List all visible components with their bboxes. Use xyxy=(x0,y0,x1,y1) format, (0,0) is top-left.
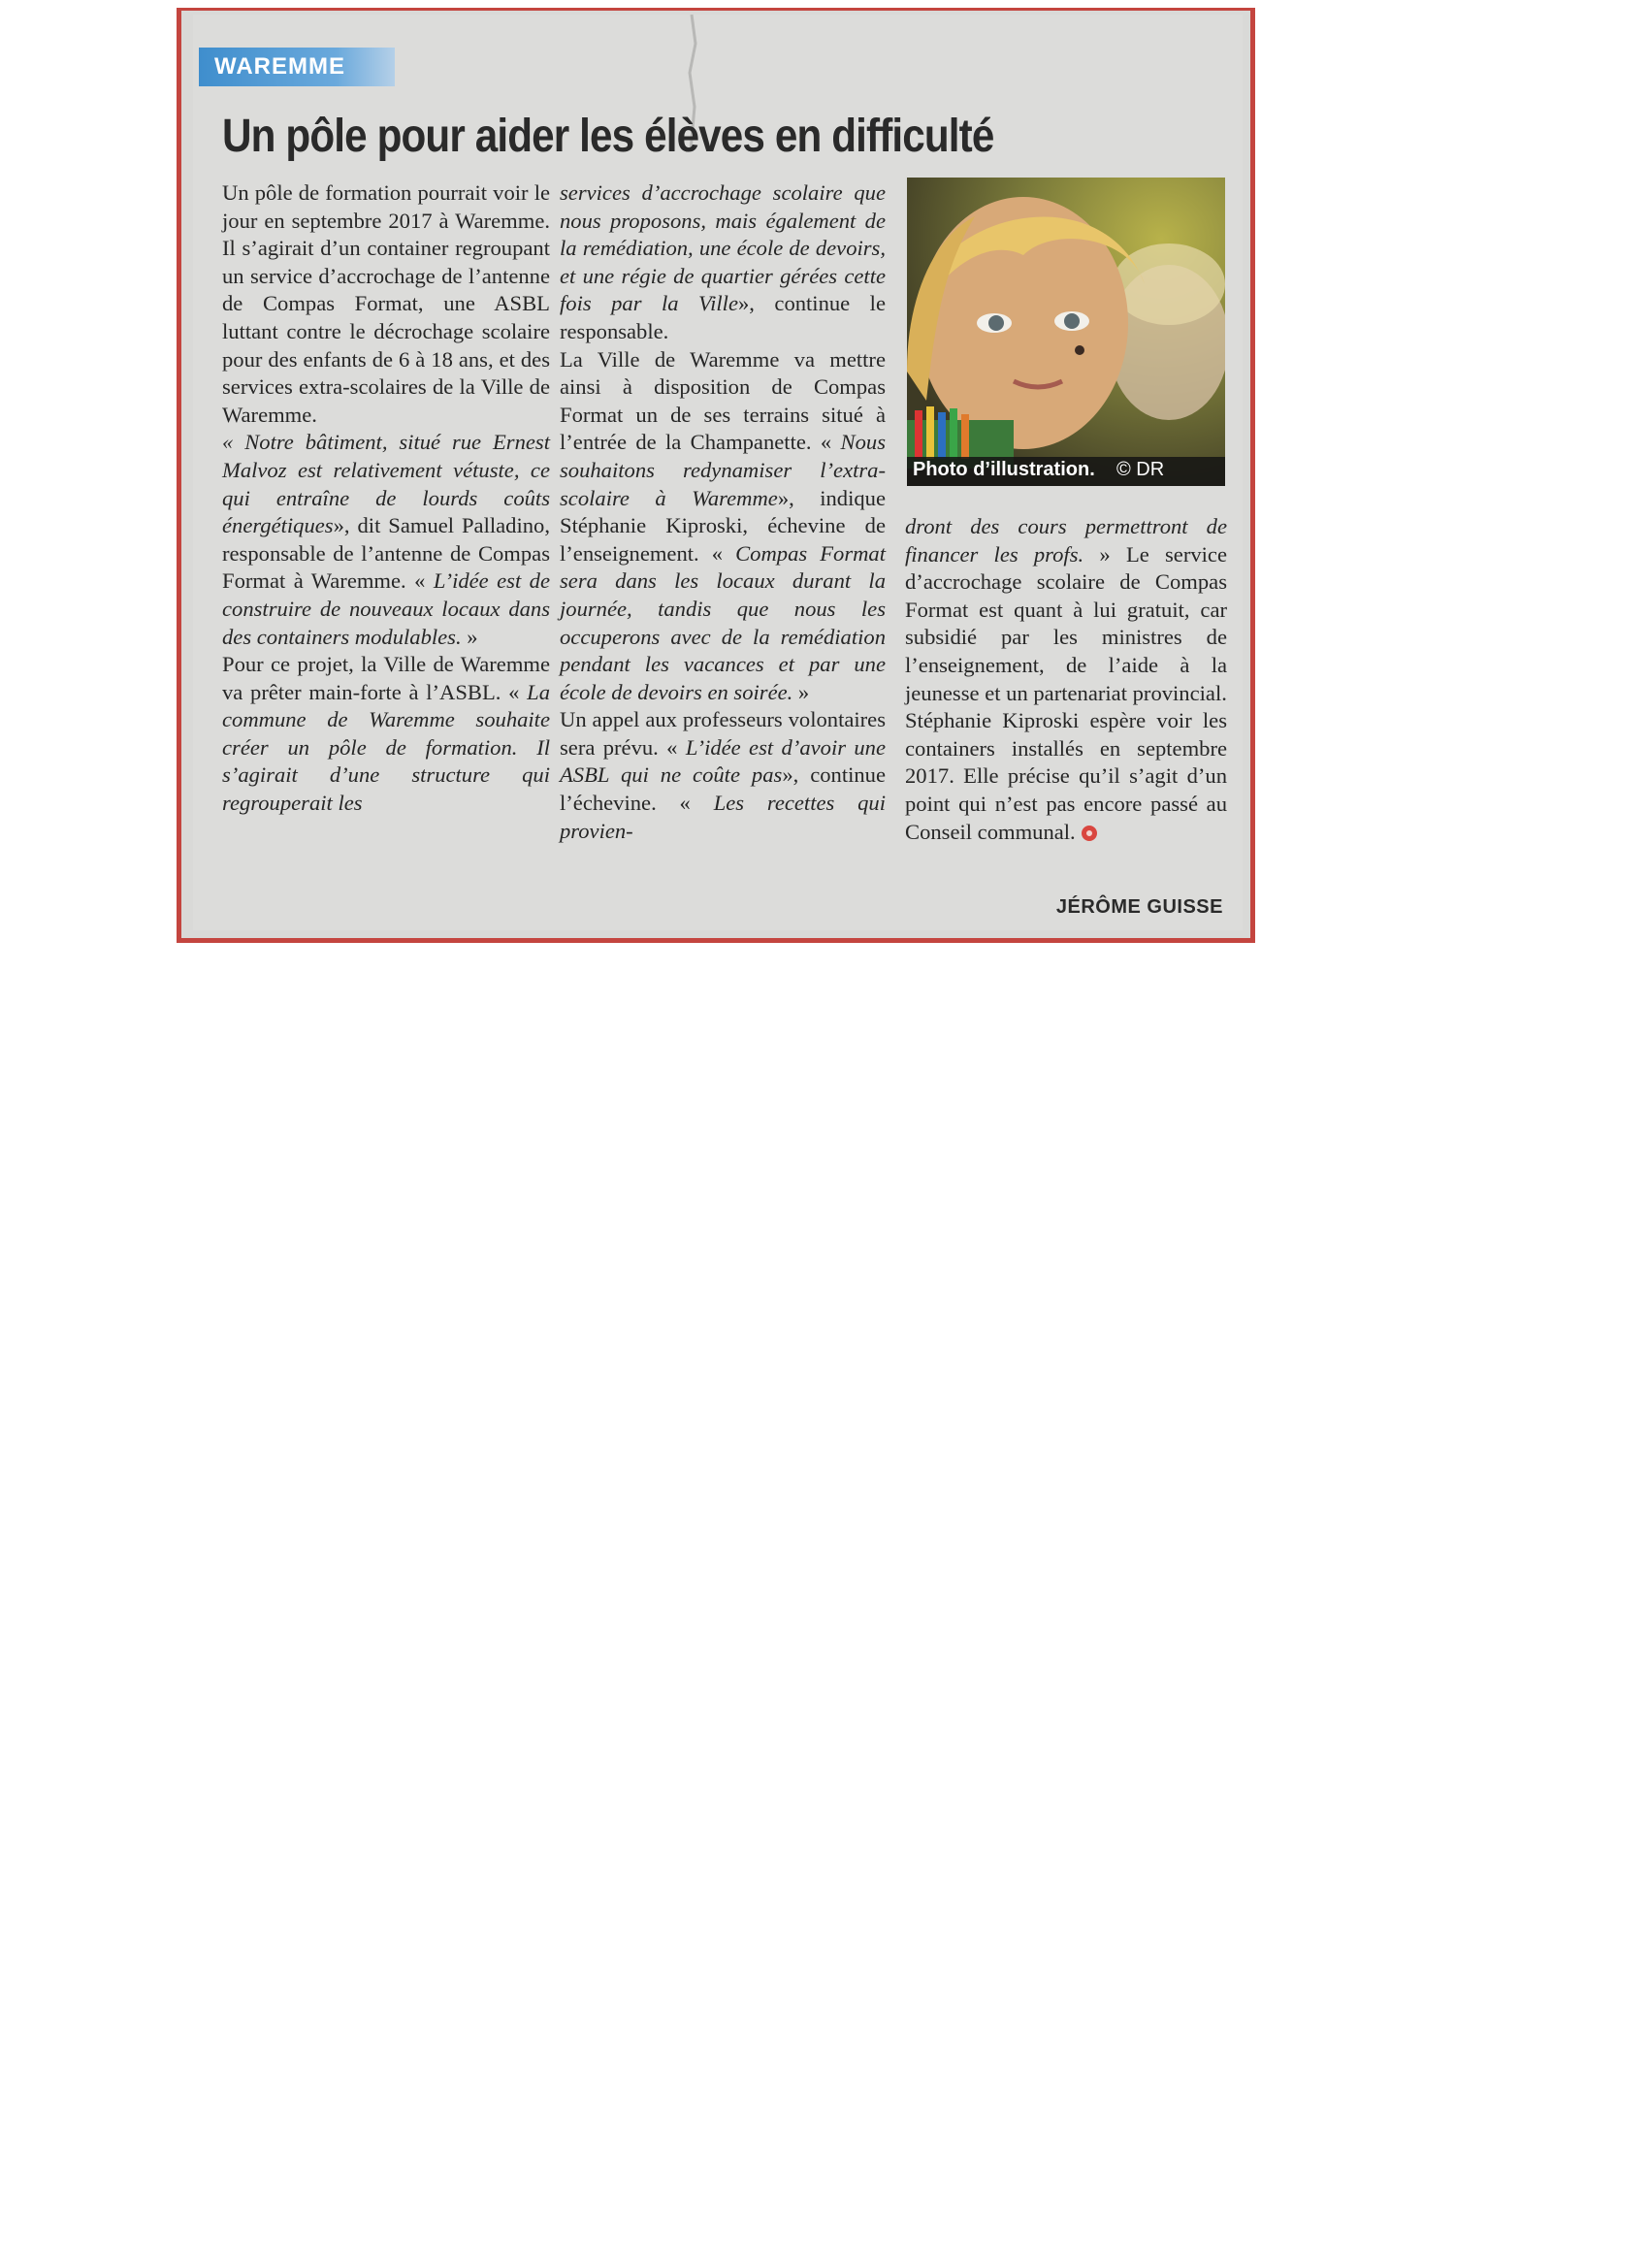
paragraph-text: » xyxy=(461,624,478,649)
paragraph-text: », indique Stéphanie Kiproski, échevine de l’enseignement. « xyxy=(560,485,886,566)
paragraph xyxy=(222,429,550,651)
rubric-label: WAREMME xyxy=(214,53,345,80)
paragraph xyxy=(560,346,886,707)
article-photo xyxy=(907,178,1225,486)
paragraph xyxy=(905,513,1227,707)
paragraph xyxy=(905,707,1227,846)
quote-text: L’idée est de construire de nouveaux locaux dans des containers modulables. xyxy=(222,568,550,649)
paragraph-text: » xyxy=(792,679,810,704)
article-column-3 xyxy=(905,513,1227,846)
quote-text: L’idée est d’avoir une ASBL qui ne coûte pas xyxy=(560,734,886,788)
paragraph-text: Un appel aux professeurs volontaires sera prévu. « xyxy=(560,707,886,760)
quote-text: La commune de Waremme souhaite créer un pôle de formation. Il s’agirait d’une structure qui regrouperait les xyxy=(222,679,550,816)
paragraph-text: Un pôle de formation pourrait voir le jour en septembre 2017 à Waremme. Il s’agirait d’un container regroupant un service d’accrochage de l’antenne de Compas Format, une ASBL luttant contre le décrochage scolaire pour des enfants de 6 à 18 ans, et des services extra-scolaires de la Ville de Waremme. xyxy=(222,180,550,427)
paragraph-text: », dit Samuel Palladino, responsable de l’antenne de Compas Format à Waremme. « xyxy=(222,513,550,594)
section-rubric xyxy=(199,48,395,86)
quote-text: dront des cours permettront de financer les profs. xyxy=(905,514,1227,567)
article-headline: Un pôle pour aider les élèves en difficulté xyxy=(222,111,994,162)
quote-text: services d’accrochage scolaire que nous proposons, mais également de la remédiation, une école de devoirs, et une régie de quartier gérées cette fois par la Ville xyxy=(560,180,886,316)
paragraph-text: », continue l’échevine. « xyxy=(560,762,886,816)
quote-text: Les recettes qui provien- xyxy=(560,791,887,843)
photo-caption: Photo d’illustration. xyxy=(913,459,1095,480)
paragraph xyxy=(560,179,886,346)
paragraph-text: » Le service d’accrochage scolaire de Compas Format est quant à lui gratuit, car subsidié par les ministres de l’enseignement, de l’aide à la jeunesse et un partenariat provincial. xyxy=(905,541,1227,705)
photo-credit: © DR xyxy=(1116,459,1165,480)
child-portrait-image xyxy=(907,178,1225,486)
paragraph-text: », continue le responsable. xyxy=(560,291,886,343)
paragraph-text: Stéphanie Kiproski espère voir les containers installés en septembre 2017. Elle précise qu’il s’agit d’un point qui n’est pas encore passé au Conseil communal. xyxy=(905,708,1227,844)
end-of-article-icon xyxy=(1082,826,1097,841)
author-byline: JÉRÔME GUISSE xyxy=(1055,896,1223,918)
paragraph-text: Pour ce projet, la Ville de Waremme va prêter main-forte à l’ASBL. « xyxy=(222,652,550,704)
paragraph xyxy=(560,706,886,845)
article-column-2 xyxy=(560,179,886,845)
newspaper-clipping xyxy=(177,8,1255,943)
quote-text: « Notre bâtiment, situé rue Ernest Malvoz est relativement vétuste, ce qui entraîne de lourds coûts énergétiques xyxy=(222,430,550,538)
article-column-1 xyxy=(222,179,550,818)
clipping-paper xyxy=(193,15,1243,930)
quote-text: Compas Format sera dans les locaux durant la journée, tandis que nous les occuperons avec de la remédiation pendant les vacances et par une école de devoirs en soirée. xyxy=(560,540,887,704)
quote-text: Nous souhaitons redynamiser l’extra-scolaire à Waremme xyxy=(560,430,886,510)
paragraph xyxy=(222,179,550,429)
photo-caption-bar xyxy=(907,457,1225,486)
paragraph-text: La Ville de Waremme va mettre ainsi à disposition de Compas Format un de ses terrains situé à l’entrée de la Champanette. « xyxy=(560,346,886,455)
paragraph xyxy=(222,651,550,818)
